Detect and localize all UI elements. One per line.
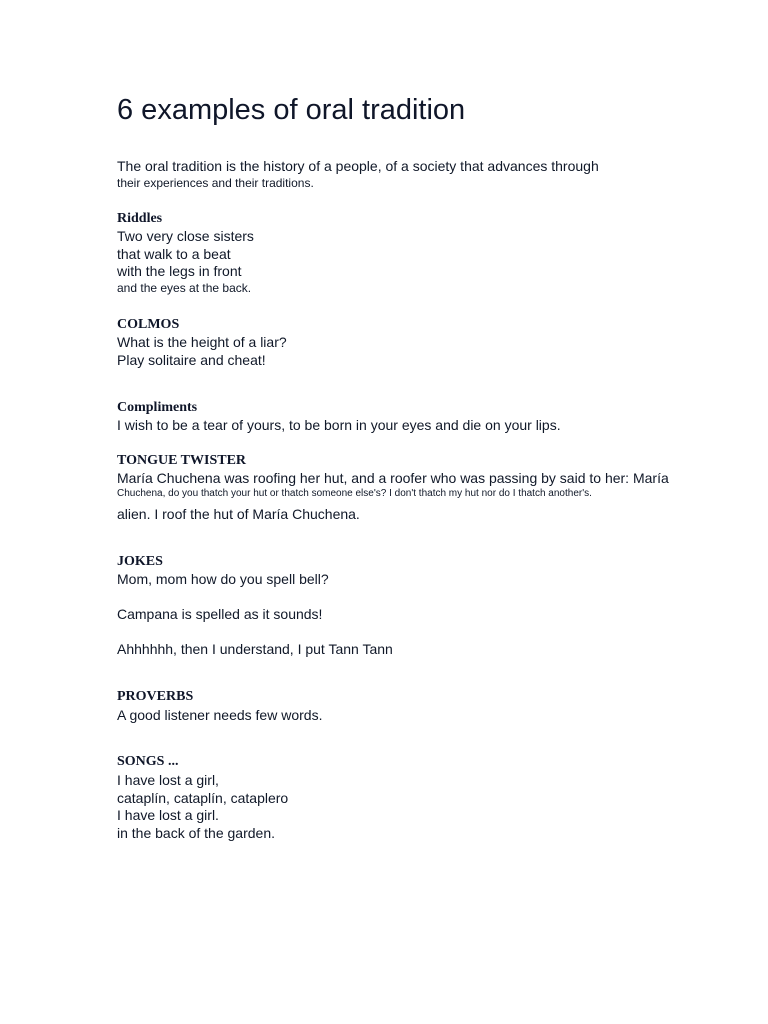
songs-line: in the back of the garden. [117, 825, 275, 841]
colmos-heading: COLMOS [117, 317, 180, 332]
riddles-heading: Riddles [117, 211, 163, 226]
jokes-line: Mom, mom how do you spell bell? [117, 571, 329, 587]
tongue-twister-line: María Chuchena was roofing her hut, and a roofer who was passing by said to her: María [117, 470, 669, 486]
colmos-line: Play solitaire and cheat! [117, 352, 266, 368]
jokes-line: Campana is spelled as it sounds! [117, 606, 323, 622]
tongue-twister-heading: TONGUE TWISTER [117, 453, 247, 468]
songs-heading: SONGS ... [117, 754, 179, 769]
songs-line: I have lost a girl, [117, 772, 219, 788]
riddles-line: and the eyes at the back. [117, 281, 252, 295]
jokes-heading: JOKES [117, 554, 163, 569]
songs-line: cataplín, cataplín, cataplero [117, 790, 289, 806]
riddles-line: Two very close sisters [117, 228, 254, 244]
compliments-line: I wish to be a tear of yours, to be born in your eyes and die on your lips. [117, 417, 561, 433]
proverbs-line: A good listener needs few words. [117, 707, 323, 723]
jokes-line: Ahhhhhh, then I understand, I put Tann Tann [117, 641, 393, 657]
songs-line: I have lost a girl. [117, 807, 219, 823]
colmos-line: What is the height of a liar? [117, 334, 287, 350]
intro-line-2: their experiences and their traditions. [117, 176, 314, 190]
intro-line-1: The oral tradition is the history of a people, of a society that advances through [117, 158, 599, 174]
compliments-heading: Compliments [117, 400, 198, 415]
riddles-line: with the legs in front [117, 263, 242, 279]
proverbs-heading: PROVERBS [117, 689, 194, 704]
tongue-twister-line: Chuchena, do you thatch your hut or thatch someone else's? I don't thatch my hut nor do I thatch another's. [117, 488, 592, 499]
tongue-twister-line: alien. I roof the hut of María Chuchena. [117, 506, 360, 522]
page-title: 6 examples of oral tradition [117, 94, 466, 126]
riddles-line: that walk to a beat [117, 246, 231, 262]
